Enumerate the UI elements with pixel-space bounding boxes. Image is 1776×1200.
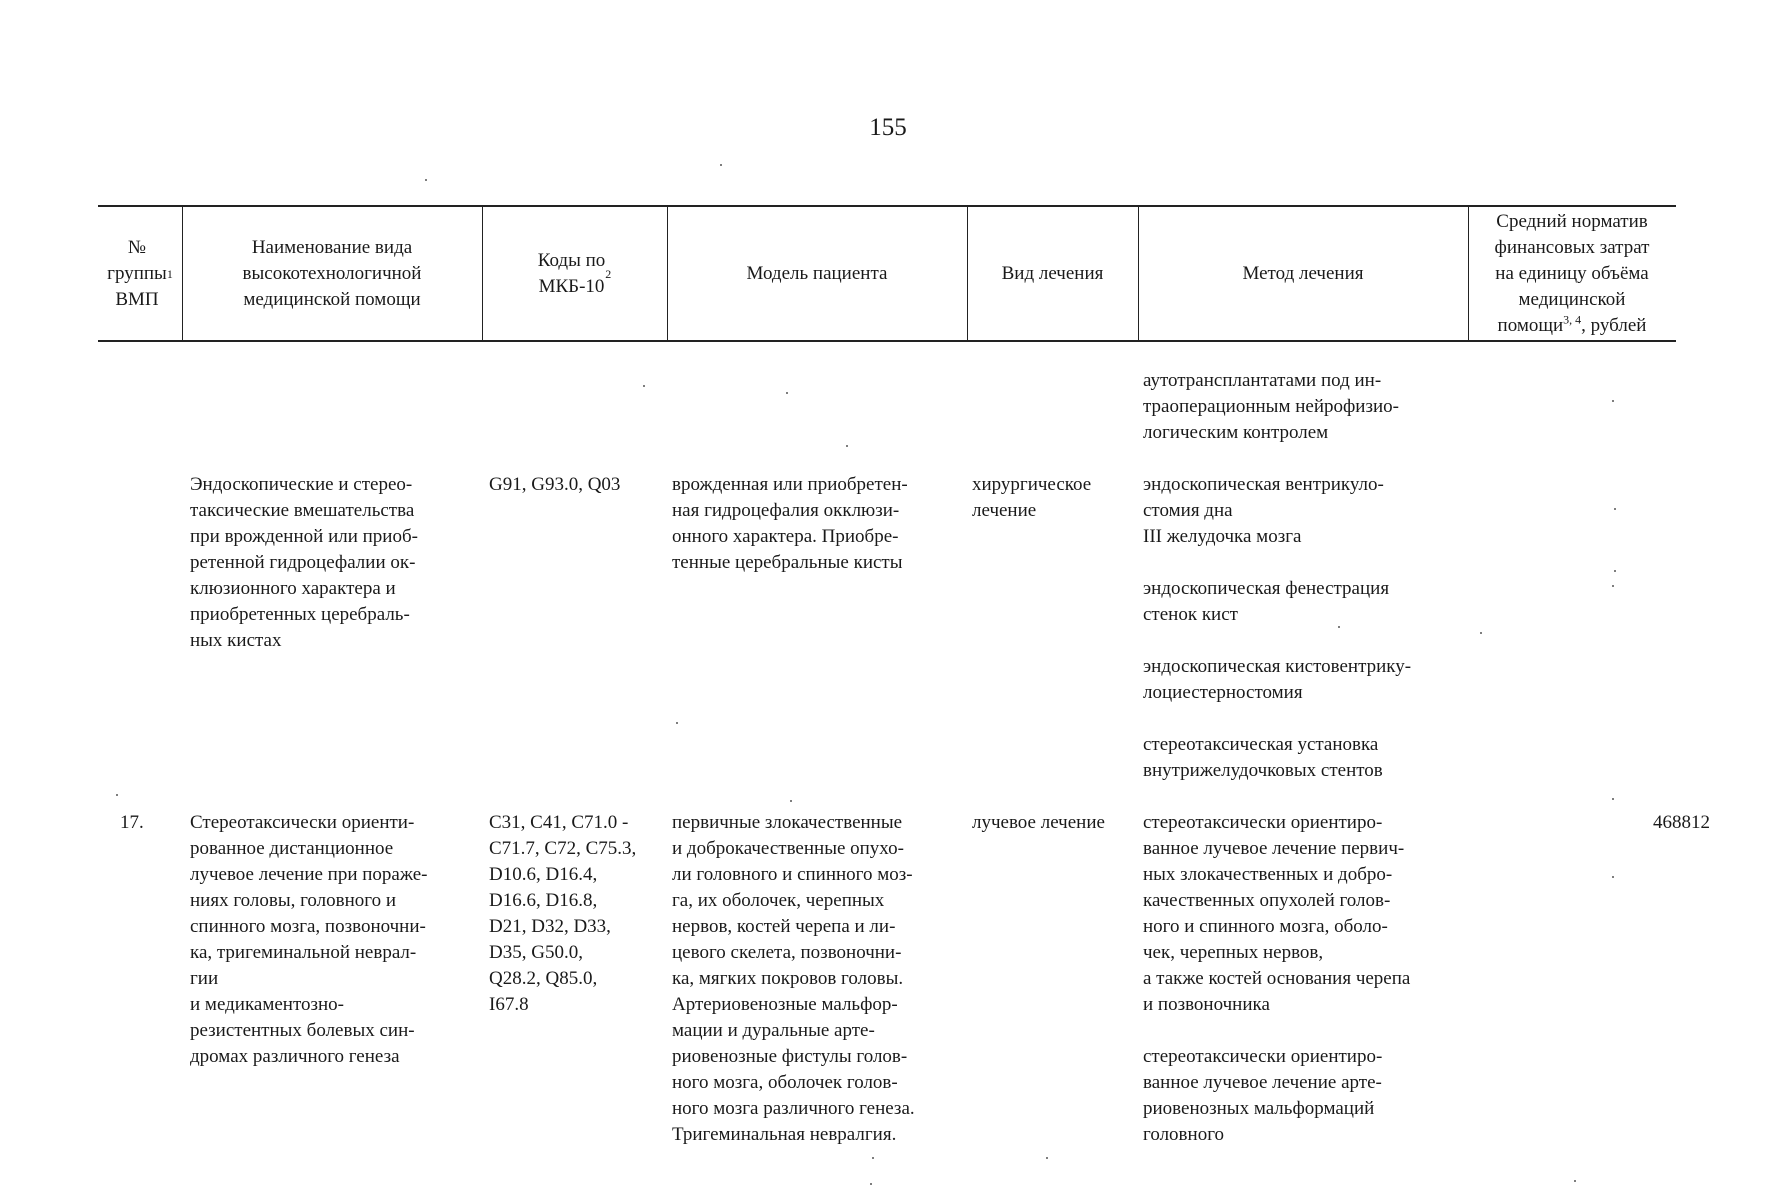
header-average-cost-label: Средний норматив финансовых затрат на единицу объёма медицинской помощи: [1494, 210, 1650, 336]
row-hydrocephalus-model: врожденная или приобретен- ная гидроцефалия окклюзи- онного характера. Приобре- тенные церебральные кисты: [672, 474, 908, 573]
header-group-number-text: № группы ВМП: [107, 236, 167, 310]
row-17-method-1: стереотаксически ориентиро- ванное лучевое лечение первич- ных злокачественных и добро- качественных опухолей голов- ного и спинного мозга, оболо- чек, черепных нервов, а также костей основания черепа и позвоночника: [1143, 812, 1411, 1015]
header-patient-model: Модель пациента: [746, 262, 888, 284]
row-hydrocephalus-method-1: эндоскопическая вентрикуло- стомия дна III желудочка мозга: [1143, 474, 1384, 547]
page-number: 155: [869, 114, 907, 141]
scan-speck: [676, 722, 678, 724]
header-icd-codes: Коды по МКБ-10 2: [482, 207, 667, 340]
footnote-3-4: 3, 4: [1563, 312, 1582, 327]
header-icd-codes-text: Коды по МКБ-10: [537, 249, 606, 297]
scan-speck: [1614, 508, 1616, 510]
header-average-cost-text: [1495, 209, 1650, 339]
row-hydrocephalus-treatment: хирургическое лечение: [972, 474, 1092, 521]
row-hydrocephalus-method-2: эндоскопическая фенестрация стенок кист: [1143, 578, 1390, 625]
table-header: [98, 205, 1676, 342]
scan-speck: [1614, 570, 1616, 572]
row-17-codes: C31, C41, C71.0 - C71.7, C72, C75.3, D10.6, D16.4, D16.6, D16.8, D21, D32, D33, D35, G50.0, Q28.2, Q85.0, I67.8: [489, 812, 637, 1015]
scan-speck: [720, 164, 722, 166]
row-17-treatment: лучевое лечение: [972, 812, 1105, 833]
scan-speck: [1612, 400, 1614, 402]
header-group-number: № группы ВМП 1: [98, 207, 182, 340]
scan-speck: [1612, 585, 1614, 587]
scan-speck: [425, 179, 427, 181]
scan-speck: [643, 385, 645, 387]
scan-speck: [1480, 632, 1482, 634]
row-17-cost: 468812: [1653, 812, 1710, 833]
scan-speck: [1612, 876, 1614, 878]
scan-speck: [790, 800, 792, 802]
row-continuation-method: аутотрансплантатами под ин- траоперационным нейрофизио- логическим контролем: [1143, 370, 1399, 443]
header-average-cost: [1468, 207, 1676, 340]
scan-speck: [1046, 1157, 1048, 1159]
scan-speck: [1338, 626, 1340, 628]
row-17-name: Стереотаксически ориенти- рованное дистанционное лучевое лечение при пораже- ниях головы, головного и спинного мозга, позвоночни- ка, тригеминальной неврал- гии и медикаментозно- резистентных болевых син- дромах различного генеза: [190, 812, 428, 1067]
row-17-method-2: стереотаксически ориентиро- ванное лучевое лечение арте- риовенозных мальформаций головного: [1143, 1046, 1383, 1145]
row-hydrocephalus-codes: G91, G93.0, Q03: [489, 474, 621, 495]
row-hydrocephalus-method-3: эндоскопическая кистовентрику- лоциестерностомия: [1143, 656, 1412, 703]
header-average-cost-unit: , рублей: [1581, 314, 1647, 336]
scan-speck: [870, 1183, 872, 1185]
scan-speck: [1612, 798, 1614, 800]
scan-speck: [1574, 1180, 1576, 1182]
scan-speck: [846, 445, 848, 447]
scan-speck: [872, 1157, 874, 1159]
scan-speck: [116, 794, 118, 796]
row-hydrocephalus-name: Эндоскопические и стерео- таксические вмешательства при врожденной или приоб- ретенной гидроцефалии ок- клюзионного характера и приобретенных церебраль- ных кистах: [190, 474, 418, 651]
scan-speck: [786, 392, 788, 394]
row-hydrocephalus-method-4: стереотаксическая установка внутрижелудочковых стентов: [1143, 734, 1383, 781]
row-17-model: первичные злокачественные и доброкачественные опухо- ли головного и спинного моз- га, их оболочек, черепных нервов, костей черепа и ли- цевого скелета, позвоночни- ка, мягких покровов головы. Артериовенозные мальфор- мации и дуральные арте- риовенозные фистулы голов- ного мозга, оболочек голов- ного мозга различного генеза. Тригеминальная невралгия.: [672, 812, 915, 1145]
header-care-type: Наименование вида высокотехнологичной медицинской помощи: [242, 236, 422, 310]
row-17-number: 17.: [120, 812, 144, 833]
header-treatment-method: Метод лечения: [1242, 262, 1364, 284]
header-treatment-type: Вид лечения: [1001, 262, 1104, 284]
